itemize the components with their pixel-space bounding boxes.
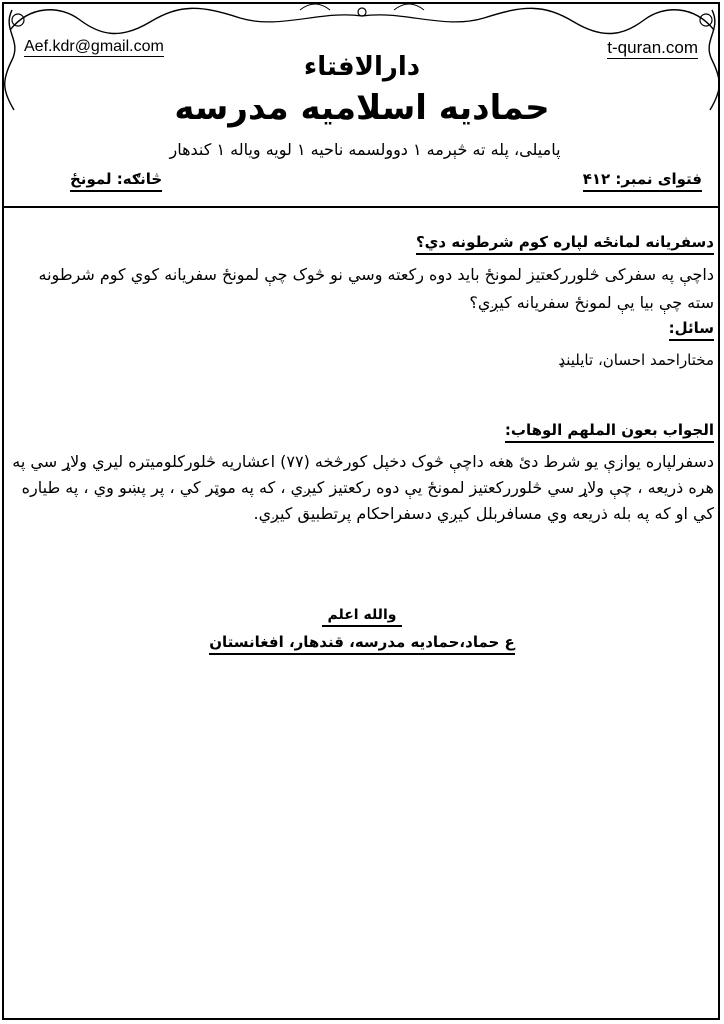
answer-text: دسفرلپاره یوازې یو شرط دئ هغه داچې څوک دخپل کورڅخه (۷۷) اعشاریه څلورکلومیتره لیري ولاړ سي په هره ذریعه ، چې ولاړ سي څلوررکعتیز لمونځ یې دوه رکعتیز کیږي ، که په موټر کي ، پر پښو وي ، په طیاره کي او که په بله ذریعه وي مسافربلل کیږي دسفراحکام پرتطبیق کیږي. <box>12 452 714 523</box>
signature: ع حماد،حمادیه مدرسه، قندهار، افغانستان <box>209 633 515 655</box>
header-divider <box>2 206 720 208</box>
institution-title: دارالافتاء <box>303 52 421 82</box>
topic-value: لمونځ <box>70 170 112 188</box>
topic <box>70 170 162 192</box>
question-text: داچې په سفرکی څلوررکعتیز لمونځ باید دوه رکعته وسي نو څوک چې لمونځ سفریانه کوي کوم شرطونه سته چې بیا یې لمونځ سفریانه کیږي؟ <box>38 265 714 312</box>
address: پامیلی، پله ته څېرمه ۱ دوولسمه ناحیه ۱ لویه ویاله ۱ کندهار <box>169 140 561 159</box>
wallah-alam: والله اعلم <box>322 607 403 627</box>
fatwa-number-value: ۴۱۲ <box>582 170 611 188</box>
answer-heading: الجواب بعون الملهم الوهاب: <box>505 421 714 443</box>
asker-label: سائل: <box>669 319 714 341</box>
madrasa-name: حمادیه اسلامیه مدرسه <box>174 88 550 128</box>
asker-name: مختاراحمد احسان، تایلینډ <box>558 351 714 369</box>
question-heading: دسفریانه لمانځه لپاره کوم شرطونه دي؟ <box>416 233 714 255</box>
fatwa-number <box>583 170 702 192</box>
email-link[interactable]: Aef.kdr@gmail.com <box>24 38 164 55</box>
fatwa-body <box>12 232 714 527</box>
closing <box>0 604 724 655</box>
fatwa-number-label: فتوای نمبر: <box>615 170 702 188</box>
website-link[interactable]: t-quran.com <box>607 38 698 57</box>
topic-label: څانګه: <box>116 170 163 188</box>
